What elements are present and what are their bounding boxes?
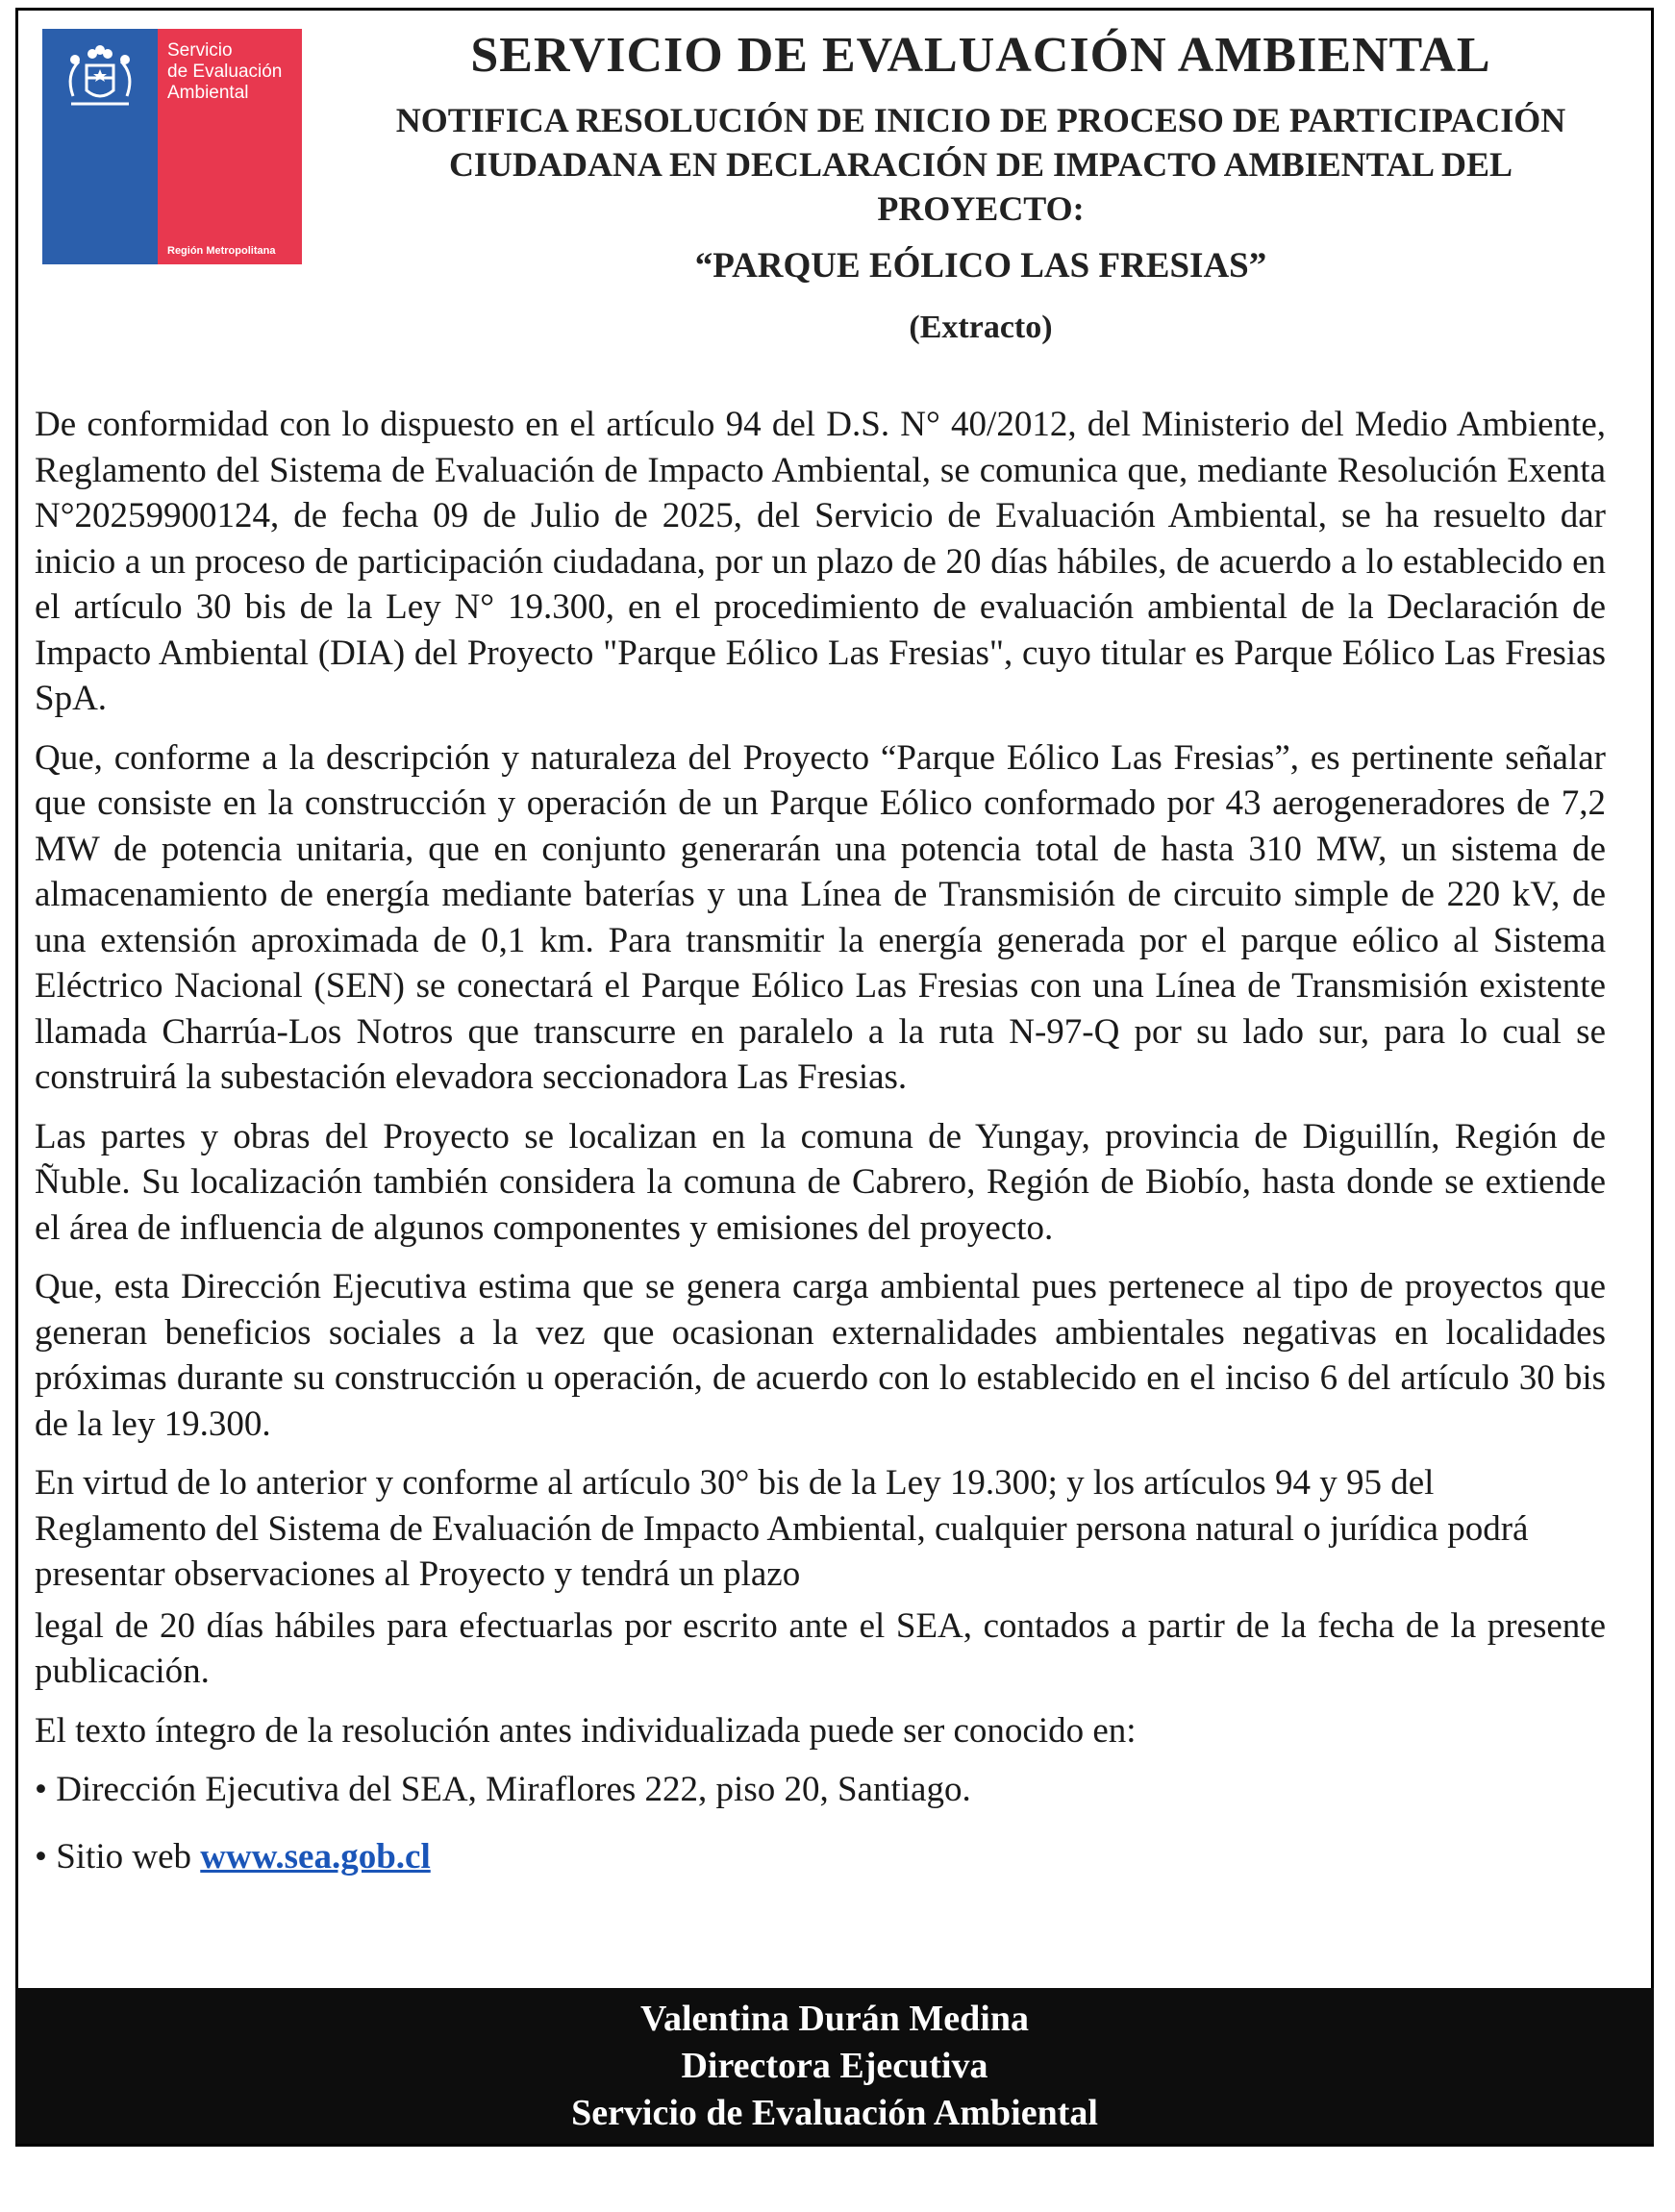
bullet-website	[35, 1834, 1606, 1880]
signer-organization: Servicio de Evaluación Ambiental	[571, 2093, 1098, 2133]
sea-logo	[42, 29, 302, 264]
subtitle-line-3: PROYECTO:	[877, 189, 1085, 228]
logo-blue-panel	[42, 29, 158, 264]
subtitle-line-1: NOTIFICA RESOLUCIÓN DE INICIO DE PROCESO DE PARTICIPACIÓN	[395, 101, 1566, 139]
subtitle-line-2: CIUDADANA EN DECLARACIÓN DE IMPACTO AMBIENTAL DEL	[448, 145, 1513, 184]
logo-line-1: Servicio	[167, 40, 233, 61]
signature-footer	[15, 1988, 1654, 2144]
notice-subtitle	[346, 98, 1615, 231]
logo-region: Región Metropolitana	[167, 245, 276, 257]
bullet-website-label: • Sitio web	[35, 1836, 201, 1876]
paragraph-1: De conformidad con lo dispuesto en el artículo 94 del D.S. N° 40/2012, del Ministerio del Medio Ambiente, Reglamento del Sistema de Evaluación de Impacto Ambiental, se comunica que, mediante Resolución Exenta N°20259900124, de fecha 09 de Julio de 2025, del Servicio de Evaluación Ambiental, se ha resuelto dar inicio a un proceso de participación ciudadana, por un plazo de 20 días hábiles, de acuerdo a lo establecido en el artículo 30 bis de la Ley N° 19.300, en el procedimiento de evaluación ambiental de la Declaración de Impacto Ambiental (DIA) del Proyecto "Parque Eólico Las Fresias", cuyo titular es Parque Eólico Las Fresias SpA.	[35, 405, 1606, 718]
bullet-address: • Dirección Ejecutiva del SEA, Miraflores 222, piso 20, Santiago.	[35, 1770, 971, 1809]
logo-text	[167, 40, 282, 104]
extract-label: (Extracto)	[909, 310, 1053, 345]
logo-line-3: Ambiental	[167, 83, 249, 103]
chile-coat-of-arms-icon	[54, 37, 146, 121]
paragraph-2: Que, conforme a la descripción y naturaleza del Proyecto “Parque Eólico Las Fresias”, es pertinente señalar que consiste en la construcción y operación de un Parque Eólico conformado por 43 aerogeneradores de 7,2 MW de potencia unitaria, que en conjunto generarán una potencia total de hasta 310 MW, un sistema de almacenamiento de energía mediante baterías y una Línea de Transmisión de circuito simple de 220 kV, de una extensión aproximada de 0,1 km. Para transmitir la energía generada por el parque eólico al Sistema Eléctrico Nacional (SEN) se conectará el Parque Eólico Las Fresias con una Línea de Transmisión existente llamada Charrúa-Los Notros que transcurre en paralelo a la ruta N-97-Q por su lado sur, para lo cual se construirá la subestación elevadora seccionadora Las Fresias.	[35, 737, 1606, 1097]
paragraph-3: Las partes y obras del Proyecto se localizan en la comuna de Yungay, provincia de Diguillín, Región de Ñuble. Su localización también considera la comuna de Cabrero, Región de Biobío, hasta donde se extiende el área de influencia de algunos componentes y emisiones del proyecto.	[35, 1116, 1606, 1248]
logo-red-panel	[158, 29, 302, 264]
page-title: SERVICIO DE EVALUACIÓN AMBIENTAL	[470, 28, 1491, 83]
paragraph-4: Que, esta Dirección Ejecutiva estima que se genera carga ambiental pues pertenece al tipo de proyectos que generan beneficios sociales a la vez que ocasionan externalidades ambientales negativas en localidades próximas durante su construcción u operación, de acuerdo con lo establecido en el inciso 6 del artículo 30 bis de la ley 19.300.	[35, 1267, 1606, 1444]
paragraph-5: En virtud de lo anterior y conforme al artículo 30° bis de la Ley 19.300; y los artículos 94 y 95 del Reglamento del Sistema de Evaluación de Impacto Ambiental, cualquier persona natural o jurídica podrá presentar observaciones al Proyecto y tendrá un plazo	[35, 1463, 1529, 1594]
project-name: “PARQUE EÓLICO LAS FRESIAS”	[694, 246, 1267, 286]
signer-role: Directora Ejecutiva	[681, 2046, 988, 2086]
paragraph-6: legal de 20 días hábiles para efectuarlas por escrito ante el SEA, contados a partir de la fecha de la presente publicación.	[35, 1605, 1606, 1691]
logo-line-2: de Evaluación	[167, 62, 283, 82]
notice-body	[35, 402, 1606, 1901]
website-link[interactable]: www.sea.gob.cl	[200, 1836, 431, 1876]
signer-name: Valentina Durán Medina	[640, 1999, 1029, 2039]
paragraph-7: El texto íntegro de la resolución antes individualizada puede ser conocido en:	[35, 1710, 1137, 1751]
